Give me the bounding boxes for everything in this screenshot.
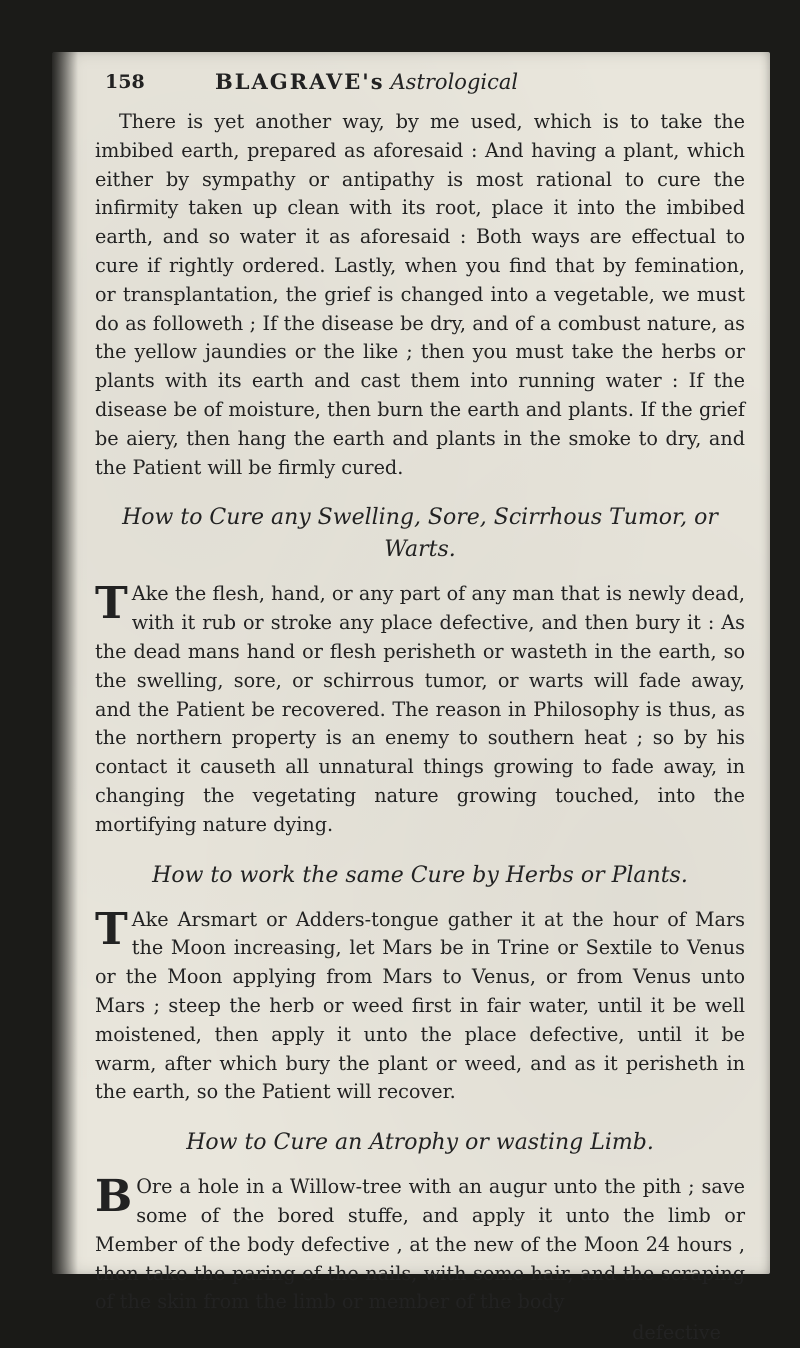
running-head-title: Astrological [390,70,519,94]
page-gutter-shadow [52,52,78,1274]
intro-paragraph: There is yet another way, by me used, which is to take the imbibed earth, prepared as aforesaid : And having a plant, which either by sympathy or antipathy is most rational to cure the infirmity taken up clean with its root, place it into the imbibed earth, and so water it as aforesaid : Both ways are effectual to cure if rightly ordered. Lastly, when you find that by femination, or transplantation, the grief is changed into a vegetable, we must do as followeth ; If the disease be dry, and of a combust nature, as the yellow jaundies or the like ; then you must take the herbs or plants with its earth and cast them into running water : If the disease be of moisture, then burn the earth and plants. If the grief be aiery, then hang the earth and plants in the smoke to dry, and the Patient will be firmly cured. [95,110,745,479]
drop-cap: T [95,578,128,630]
section-body-swelling [95,580,745,839]
catchword: defective [632,1321,721,1345]
section-text-swelling: Ake the flesh, hand, or any part of any man that is newly dead, with it rub or stroke any place defective, and then bury it : As the dead mans hand or flesh perisheth or wasteth in the earth, so the swelling, sore, or schirrous tumor, or warts will fade away, and the Patient be recovered. The reason in Philosophy is thus, as the northern property is an enemy to southern heat ; so by his contact it causeth all unnatural things growing to fade away, in changing the vegetating nature growing touched, into the mortifying nature dying. [95,582,745,836]
section-text-herbs: Ake Arsmart or Adders-tongue gather it at the hour of Mars the Moon increasing, let Mars be in Trine or Sextile to Venus or the Moon applying from Mars to Venus, or from Venus unto Mars ; steep the herb or weed first in fair water, until it be well moistened, then apply it unto the place defective, until it be warm, after which bury the plant or weed, and as it perisheth in the earth, so the Patient will recover. [95,907,745,1104]
section-heading-swelling: How to Cure any Swelling, Sore, Scirrhous Tumor, or Warts. [122,505,718,563]
section-heading-atrophy: How to Cure an Atrophy or wasting Limb. [186,1130,654,1156]
drop-cap: T [95,903,128,955]
page-content [95,68,745,1348]
section-body-atrophy [95,1173,745,1317]
running-head [215,68,518,97]
section-text-atrophy: Ore a hole in a Willow-tree with an augur unto the pith ; save some of the bored stuffe, and apply it unto the limb or Member of the body defective , at the new of the Moon 24 hours , then take the paring of the nails, with some hair, and the scraping of the skin from the limb or member of the body [95,1175,745,1314]
drop-cap: B [95,1171,133,1223]
section-body-herbs [95,903,745,1108]
page-number: 158 [105,71,145,93]
running-head-author: BLAGRAVE's [215,69,385,94]
page-header [95,68,745,108]
section-heading-herbs: How to work the same Cure by Herbs or Plants. [152,862,688,888]
